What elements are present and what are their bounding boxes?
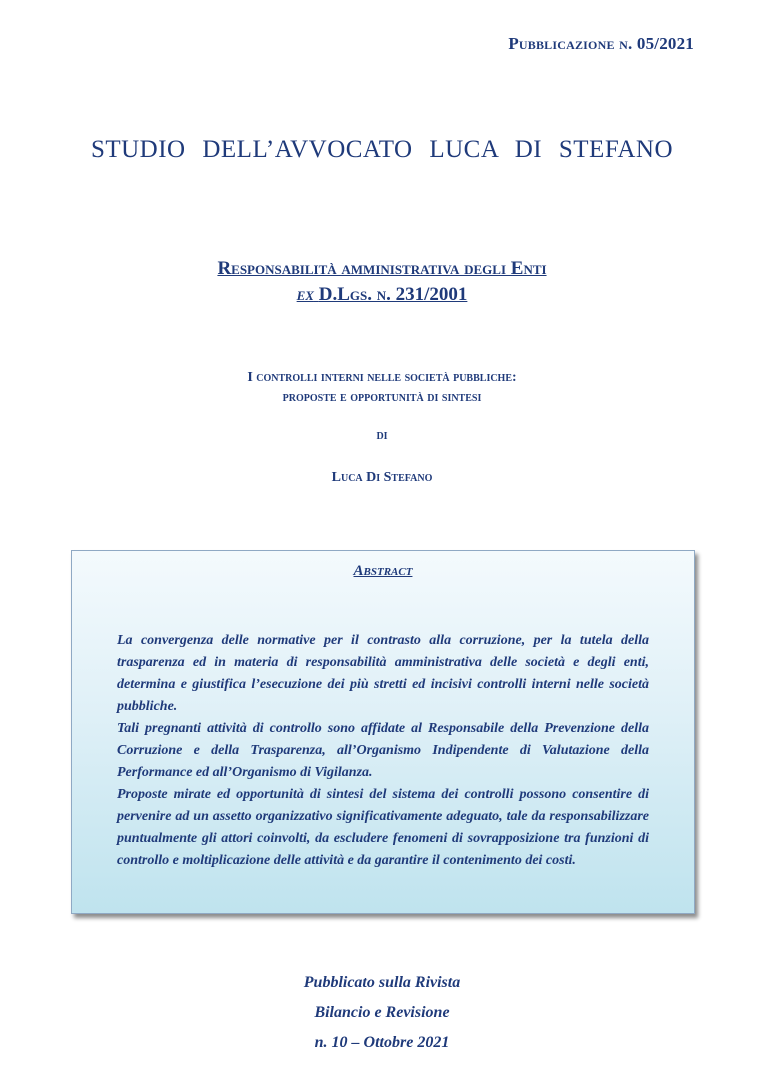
abstract-paragraph-1: La convergenza delle normative per il contrasto alla corruzione, per la tutela della trasparenza ed in materia di responsabilità amministrativa delle società e degli enti, determina e giustifica l’esecuzione dei più stretti ed incisivi controlli interni nelle società pubbliche. xyxy=(117,633,649,714)
author-name: Luca Di Stefano xyxy=(331,470,433,485)
section-title xyxy=(0,256,764,308)
article-title-line1: I controlli interni nelle società pubbliche: xyxy=(247,370,517,385)
section-title-line2 xyxy=(0,282,764,308)
author-by: di xyxy=(376,428,388,443)
studio-name: STUDIO DELL’AVVOCATO LUCA DI STEFANO xyxy=(90,136,674,163)
abstract-heading: Abstract xyxy=(353,563,413,579)
article-title xyxy=(0,368,764,408)
section-title-decree: D.Lgs. n. 231/2001 xyxy=(318,284,468,305)
section-title-ex: ex xyxy=(296,284,314,305)
publication-number: Pubblicazione n. 05/2021 xyxy=(508,34,694,53)
publication-info-line1: Pubblicato sulla Rivista xyxy=(303,974,461,991)
article-title-line2: proposte e opportunità di sintesi xyxy=(282,390,482,405)
publication-info xyxy=(0,968,764,1058)
abstract-paragraph-2: Tali pregnanti attività di controllo sono affidate al Responsabile della Prevenzione della Corruzione e della Trasparenza, all’Organismo Indipendente di Valutazione della Performance ed all’Organismo di Vigilanza. xyxy=(117,721,649,780)
publication-info-journal: Bilancio e Revisione xyxy=(314,1004,450,1021)
abstract-paragraph-3: Proposte mirate ed opportunità di sintesi del sistema dei controlli possono consentire di pervenire ad un assetto organizzativo significativamente adeguato, tale da responsabilizzare puntualmente gli attori coinvolti, da escludere fenomeni di sovrapposizione tra funzioni di controllo e moltiplicazione delle attività e da garantire il contenimento dei costi. xyxy=(117,787,649,868)
publication-info-issue: n. 10 – Ottobre 2021 xyxy=(314,1034,450,1051)
abstract-box xyxy=(71,550,695,914)
section-title-line1: Responsabilità amministrativa degli Enti xyxy=(217,258,547,279)
